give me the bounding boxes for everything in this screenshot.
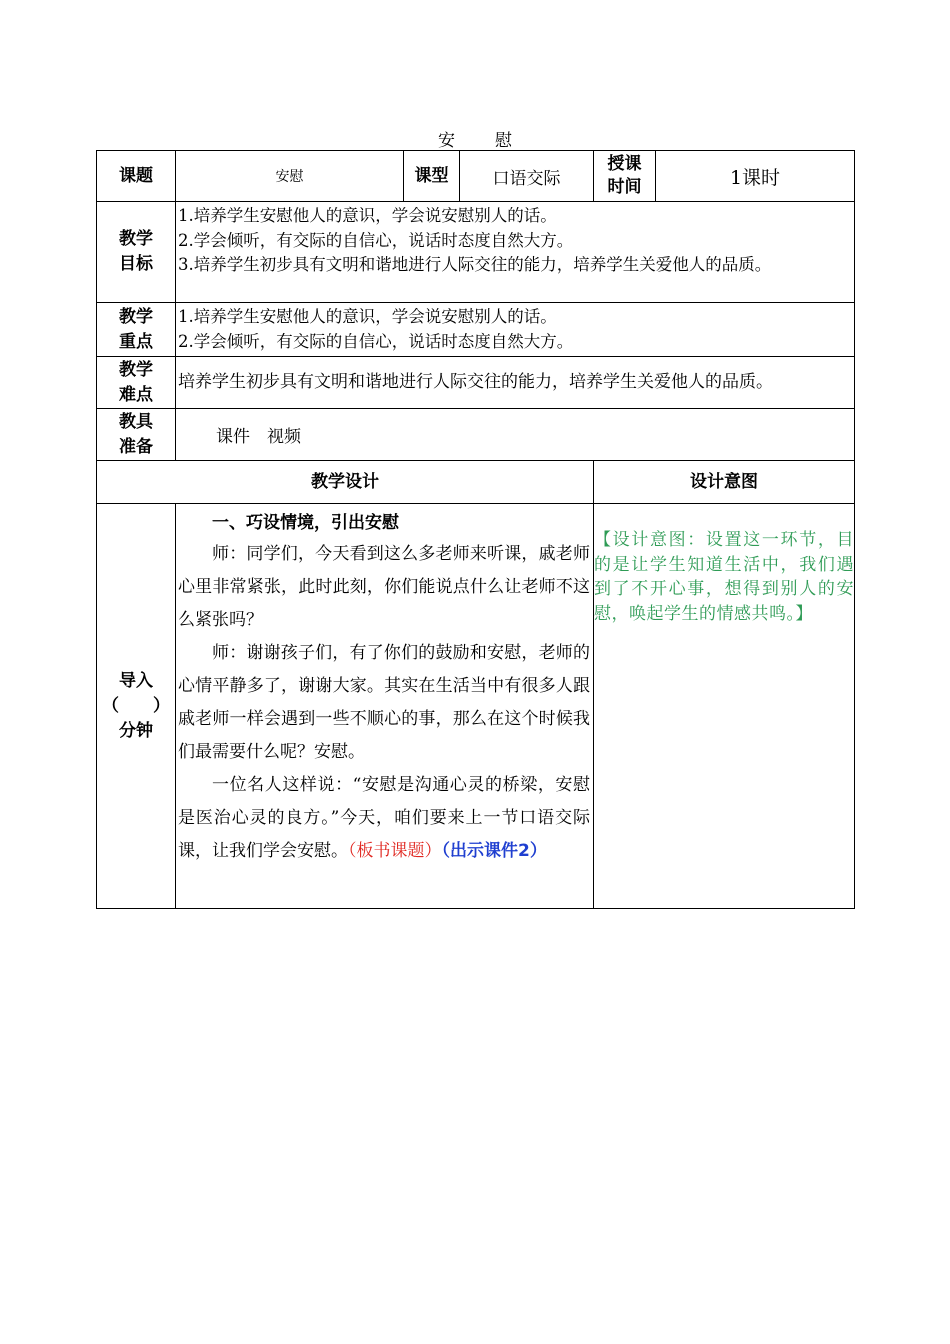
- time-label-text: 授课时间: [607, 154, 642, 197]
- difficulties-content: 培养学生初步具有文明和谐地进行人际交往的能力，培养学生关爱他人的品质。: [176, 357, 855, 409]
- type-value: 口语交际: [460, 151, 594, 202]
- design-header-right: 设计意图: [594, 461, 855, 504]
- design-content: [176, 504, 594, 909]
- phase-label: [97, 504, 176, 909]
- goal-item: 3.培养学生初步具有文明和谐地进行人际交往的能力，培养学生关爱他人的品质。: [178, 255, 772, 274]
- difficulties-label: [97, 357, 176, 409]
- design-intent-text: 【设计意图：设置这一环节，目的是让学生知道生活中，我们遇到了不开心事，想得到别人的安慰，唤起学生的情感共鸣。】: [594, 530, 854, 624]
- lesson-plan-table: [96, 150, 855, 909]
- goals-label: [97, 202, 176, 303]
- board-note: （板书课题）: [348, 841, 442, 861]
- key-point-item: 2.学会倾听，有交际的自信心，说话时态度自然大方。: [178, 331, 574, 351]
- design-paragraph-text: 一位名人这样说：“安慰是沟通心灵的桥梁，安慰是医治心灵的良方。”今天，咱们要来上一节口语交际课，让我们学会安慰。: [178, 775, 590, 861]
- time-value: 1课时: [656, 151, 855, 202]
- design-header-left: 教学设计: [97, 461, 594, 504]
- tools-label: [97, 409, 176, 461]
- tools-content: 课件 视频: [176, 409, 855, 461]
- key-point-item: 1.培养学生安慰他人的意识，学会说安慰别人的话。: [178, 307, 557, 326]
- goals-label-text: 教学目标: [118, 229, 153, 274]
- key-points-label: [97, 303, 176, 357]
- type-label: 课型: [404, 151, 460, 202]
- tools-label-text: 教具准备: [118, 411, 153, 457]
- goals-row: [97, 202, 855, 303]
- courseware-note: （出示课件2）: [441, 841, 547, 861]
- phase-line: 分钟: [119, 720, 153, 741]
- goal-item: 1.培养学生安慰他人的意识，学会说安慰别人的话。: [178, 206, 557, 225]
- design-paragraph: 师：谢谢孩子们，有了你们的鼓励和安慰，老师的心情平静多了，谢谢大家。其实在生活当中有很多人跟戚老师一样会遇到一些不顺心的事，那么在这个时候我们最需要什么呢？安慰。: [178, 643, 590, 762]
- phase-line: （ ）: [102, 695, 170, 716]
- intent-content: [594, 504, 855, 909]
- time-label: [594, 151, 656, 202]
- tools-row: [97, 409, 855, 461]
- goals-content: [176, 202, 855, 303]
- header-row: [97, 151, 855, 202]
- key-points-row: [97, 303, 855, 357]
- goal-item: 2.学会倾听，有交际的自信心，说话时态度自然大方。: [178, 230, 574, 250]
- phase-line: 导入: [119, 670, 153, 691]
- topic-value: 安慰: [176, 151, 404, 202]
- design-paragraph: 师：同学们，今天看到这么多老师来听课，戚老师心里非常紧张，此时此刻，你们能说点什么让老师不这么紧张吗？: [178, 544, 590, 630]
- design-paragraph-with-notes: [178, 769, 590, 868]
- section-heading: 一、巧设情境，引出安慰: [212, 513, 399, 533]
- difficulties-row: [97, 357, 855, 409]
- topic-label: 课题: [97, 151, 176, 202]
- key-points-content: [176, 303, 855, 357]
- design-body-row: [97, 504, 855, 909]
- key-points-label-text: 教学重点: [118, 306, 153, 352]
- design-header-row: [97, 461, 855, 504]
- page-title: 安慰: [438, 131, 552, 151]
- difficulties-label-text: 教学难点: [118, 359, 153, 405]
